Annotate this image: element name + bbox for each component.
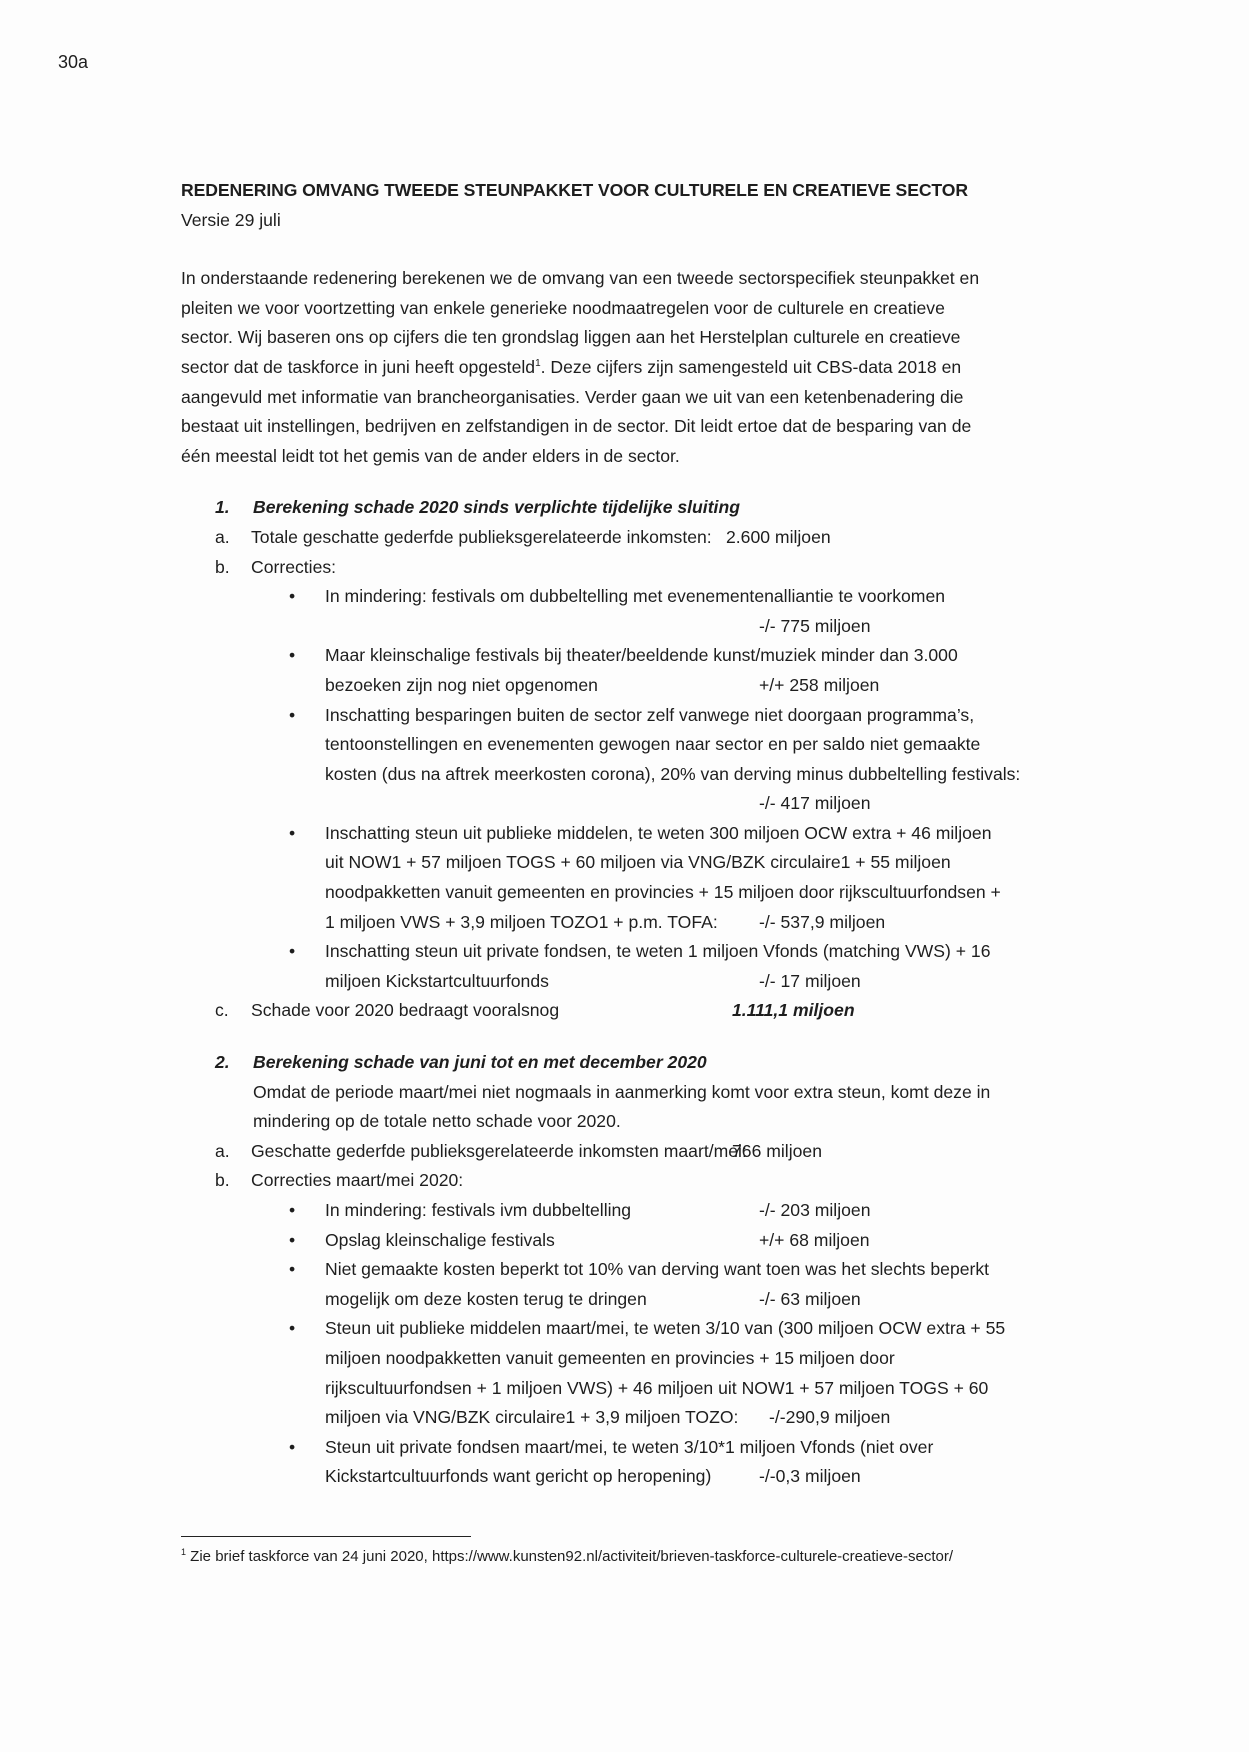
section-title: Berekening schade van juni tot en met december 2020	[253, 1052, 707, 1073]
footnote-reference: 1	[535, 358, 541, 370]
list-item-text: rijkscultuurfondsen + 1 miljoen VWS) + 46 miljoen uit NOW1 + 57 miljoen TOGS + 60	[325, 1377, 989, 1398]
footnote-mark: 1	[181, 1547, 187, 1557]
item-a	[181, 1137, 1081, 1167]
intro-line: pleiten we voor voortzetting van enkele generieke noodmaatregelen voor de culturele en creatieve	[181, 297, 945, 318]
section-2	[181, 1048, 1081, 1492]
item-value: 2.600 miljoen	[726, 526, 831, 547]
section-title: Berekening schade 2020 sinds verplichte tijdelijke sluiting	[253, 497, 740, 518]
list-item-text: miljoen via VNG/BZK circulaire1 + 3,9 miljoen TOZO:	[325, 1407, 739, 1428]
item-text: Correcties maart/mei 2020:	[251, 1170, 464, 1191]
bullet-icon: •	[289, 1259, 296, 1280]
list-item	[289, 1433, 1081, 1492]
item-text: Schade voor 2020 bedraagt vooralsnog	[251, 1000, 560, 1021]
section-text: mindering op de totale netto schade voor 2020.	[253, 1111, 621, 1132]
list-item-text: tentoonstellingen en evenementen gewogen naar sector en per saldo niet gemaakte	[325, 734, 981, 755]
intro-text: . Deze cijfers zijn samengesteld uit CBS-data 2018 en	[540, 356, 962, 377]
item-value: -/- 775 miljoen	[759, 615, 871, 636]
item-a	[181, 523, 1081, 553]
footnote-text: Zie brief taskforce van 24 juni 2020, https://www.kunsten92.nl/activiteit/brieven-taskforce-culturele-creatieve-sector/	[186, 1548, 954, 1565]
item-text: Totale geschatte gederfde publieksgerelateerde inkomsten:	[251, 526, 712, 547]
footnote-divider	[181, 1536, 471, 1537]
document-title: REDENERING OMVANG TWEEDE STEUNPAKKET VOOR CULTURELE EN CREATIEVE SECTOR	[181, 180, 968, 200]
intro-text: sector dat de taskforce in juni heeft opgesteld	[181, 356, 536, 377]
list-item	[289, 1196, 1081, 1226]
list-item-text: uit NOW1 + 57 miljoen TOGS + 60 miljoen via VNG/BZK circulaire1 + 55 miljoen	[325, 852, 951, 873]
list-item	[289, 701, 1081, 819]
item-value: -/- 17 miljoen	[759, 970, 861, 991]
list-item-text: Niet gemaakte kosten beperkt tot 10% van derving want toen was het slechts beperkt	[325, 1259, 990, 1280]
list-item-text: Steun uit private fondsen maart/mei, te weten 3/10*1 miljoen Vfonds (niet over	[325, 1436, 934, 1457]
bullet-icon: •	[289, 645, 296, 666]
intro-line	[181, 353, 1081, 383]
corrections-list	[181, 1196, 1081, 1492]
section-number: 1.	[215, 497, 230, 518]
item-value: -/- 537,9 miljoen	[759, 911, 886, 932]
list-item-text: Steun uit publieke middelen maart/mei, te weten 3/10 van (300 miljoen OCW extra + 55	[325, 1318, 1006, 1339]
bullet-icon: •	[289, 1436, 296, 1457]
section-1	[181, 493, 1081, 1026]
item-letter: a.	[215, 526, 230, 547]
footnote	[181, 1548, 953, 1565]
corrections-list	[181, 582, 1081, 996]
section-number: 2.	[215, 1052, 230, 1073]
list-item-text: Inschatting steun uit publieke middelen, te weten 300 miljoen OCW extra + 46 miljoen	[325, 822, 992, 843]
item-letter: c.	[215, 1000, 229, 1021]
document-body	[181, 176, 1081, 1492]
item-value: -/- 417 miljoen	[759, 793, 871, 814]
item-value: -/- 63 miljoen	[759, 1288, 861, 1309]
list-item	[289, 582, 1081, 641]
item-value: -/-0,3 miljoen	[759, 1466, 861, 1487]
total-value: 1.111,1 miljoen	[732, 1000, 855, 1021]
intro-line: In onderstaande redenering berekenen we de omvang van een tweede sectorspecifiek steunpakket en	[181, 268, 980, 289]
item-letter: a.	[215, 1140, 230, 1161]
bullet-icon: •	[289, 1200, 296, 1220]
list-item	[289, 937, 1081, 996]
list-item-text: mogelijk om deze kosten terug te dringen	[325, 1288, 647, 1309]
document-subtitle: Versie 29 juli	[181, 209, 281, 230]
item-b	[181, 553, 1081, 583]
item-value: -/-290,9 miljoen	[769, 1407, 891, 1428]
bullet-icon: •	[289, 1318, 296, 1339]
item-value: -/- 203 miljoen	[759, 1200, 871, 1220]
intro-line: sector. Wij baseren ons op cijfers die ten grondslag liggen aan het Herstelplan culturele en creatieve	[181, 327, 961, 348]
item-text: Correcties:	[251, 556, 337, 577]
section-heading	[181, 1048, 1081, 1078]
list-item-text: 1 miljoen VWS + 3,9 miljoen TOZO1 + p.m. TOFA:	[325, 911, 718, 932]
item-b	[181, 1166, 1081, 1196]
bullet-icon: •	[289, 1229, 296, 1250]
intro-line: bestaat uit instellingen, bedrijven en zelfstandigen in de sector. Dit leidt ertoe dat de besparing van de	[181, 416, 972, 437]
intro-line: één meestal leidt tot het gemis van de ander elders in de sector.	[181, 445, 680, 466]
bullet-icon: •	[289, 822, 296, 843]
list-item-text: kosten (dus na aftrek meerkosten corona), 20% van derving minus dubbeltelling festivals:	[325, 763, 1021, 784]
list-item-text: In mindering: festivals ivm dubbeltelling	[325, 1200, 632, 1220]
item-text: Geschatte gederfde publieksgerelateerde inkomsten maart/mei:	[251, 1140, 747, 1161]
list-item-text: Opslag kleinschalige festivals	[325, 1229, 555, 1250]
list-item	[289, 819, 1081, 937]
item-letter: b.	[215, 556, 230, 577]
item-c	[181, 996, 1081, 1026]
list-item	[289, 1314, 1081, 1432]
list-item-text: miljoen noodpakketten vanuit gemeenten en provincies + 15 miljoen door	[325, 1347, 895, 1368]
item-value: +/+ 68 miljoen	[759, 1229, 870, 1250]
list-item-text: Kickstartcultuurfonds want gericht op heropening)	[325, 1466, 712, 1487]
list-item-text: noodpakketten vanuit gemeenten en provincies + 15 miljoen door rijkscultuurfondsen +	[325, 882, 1001, 903]
item-value: 766 miljoen	[732, 1140, 822, 1161]
list-item-text: In mindering: festivals om dubbeltelling met evenementenalliantie te voorkomen	[325, 586, 946, 607]
list-item-text: Inschatting steun uit private fondsen, te weten 1 miljoen Vfonds (matching VWS) + 16	[325, 941, 991, 962]
section-text: Omdat de periode maart/mei niet nogmaals in aanmerking komt voor extra steun, komt deze in	[253, 1081, 991, 1102]
list-item-text: Maar kleinschalige festivals bij theater/beeldende kunst/muziek minder dan 3.000	[325, 645, 958, 666]
intro-line: aangevuld met informatie van brancheorganisaties. Verder gaan we uit van een ketenbenadering die	[181, 386, 964, 407]
section-heading	[181, 493, 1081, 523]
list-item	[289, 641, 1081, 700]
list-item-text: miljoen Kickstartcultuurfonds	[325, 970, 549, 991]
page-number: 30a	[58, 52, 89, 72]
list-item-text: bezoeken zijn nog niet opgenomen	[325, 674, 598, 695]
bullet-icon: •	[289, 704, 296, 725]
list-item	[289, 1226, 1081, 1256]
item-letter: b.	[215, 1170, 230, 1191]
list-item-text: Inschatting besparingen buiten de sector zelf vanwege niet doorgaan programma’s,	[325, 704, 975, 725]
item-value: +/+ 258 miljoen	[759, 674, 880, 695]
intro-paragraph	[181, 264, 1081, 471]
bullet-icon: •	[289, 586, 296, 607]
list-item	[289, 1255, 1081, 1314]
bullet-icon: •	[289, 941, 296, 962]
